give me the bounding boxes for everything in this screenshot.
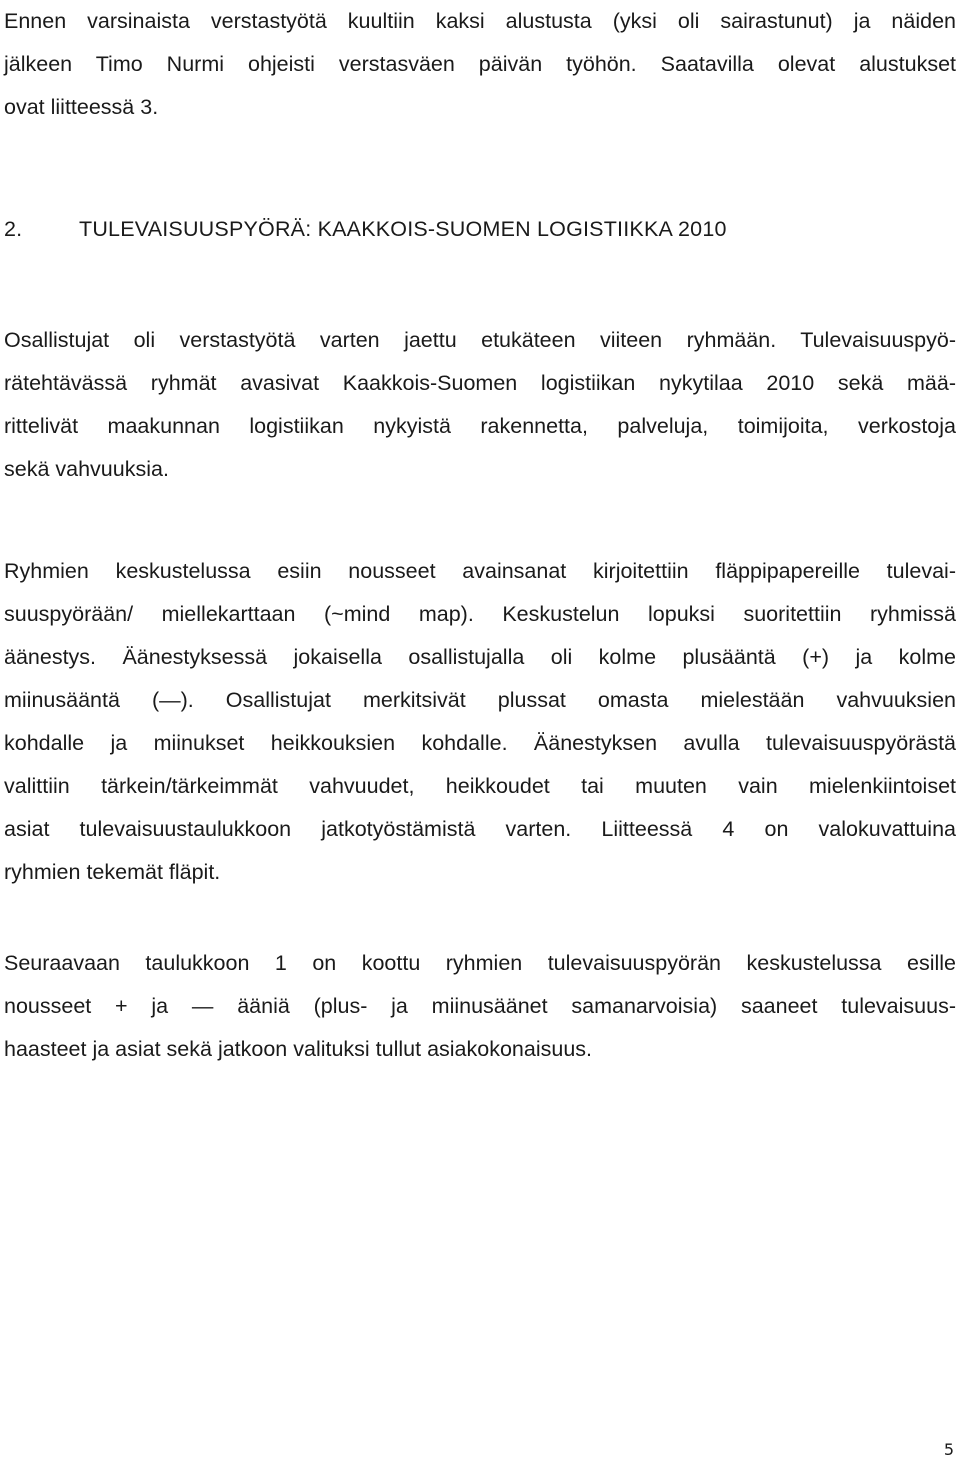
- paragraph-2-line-3: äänestys. Äänestyksessä jokaisella osallistujalla oli kolme plusääntä (+) ja kolme: [4, 645, 956, 669]
- paragraph-1-line-4: sekä vahvuuksia.: [4, 457, 169, 481]
- paragraph-1-line-1: Osallistujat oli verstastyötä varten jaettu etukäteen viiteen ryhmään. Tulevaisuuspyö-: [4, 328, 956, 352]
- paragraph-3-line-1: Seuraavaan taulukkoon 1 on koottu ryhmien tulevaisuuspyörän keskustelussa esille: [4, 951, 956, 975]
- paragraph-2-line-2: suuspyörään/ miellekarttaan (~mind map). Keskustelun lopuksi suoritettiin ryhmissä: [4, 602, 956, 626]
- paragraph-1-line-3: rittelivät maakunnan logistiikan nykyistä rakennetta, palveluja, toimijoita, verkostoja: [4, 414, 956, 438]
- paragraph-2: [4, 550, 956, 894]
- paragraph-2-line-8: ryhmien tekemät fläpit.: [4, 860, 221, 884]
- paragraph-1-line-2: rätehtävässä ryhmät avasivat Kaakkois-Suomen logistiikan nykytilaa 2010 sekä mää-: [4, 371, 956, 395]
- paragraph-2-line-7: asiat tulevaisuustaulukkoon jatkotyöstämistä varten. Liitteessä 4 on valokuvattuina: [4, 817, 956, 841]
- paragraph-3: [4, 942, 956, 1071]
- section-heading: [4, 208, 727, 251]
- paragraph-2-line-5: kohdalle ja miinukset heikkouksien kohdalle. Äänestyksen avulla tulevaisuuspyörästä: [4, 731, 956, 755]
- paragraph-2-line-1: Ryhmien keskustelussa esiin nousseet avainsanat kirjoitettiin fläppipapereille tulevai-: [4, 559, 956, 583]
- page-number: 5: [943, 1440, 954, 1459]
- intro-line-2: jälkeen Timo Nurmi ohjeisti verstasväen päivän työhön. Saatavilla olevat alustukset: [4, 52, 956, 76]
- paragraph-2-line-6: valittiin tärkein/tärkeimmät vahvuudet, heikkoudet tai muuten vain mielenkiintoiset: [4, 774, 956, 798]
- paragraph-1: [4, 319, 956, 491]
- intro-paragraph: [4, 0, 956, 129]
- intro-line-1: Ennen varsinaista verstastyötä kuultiin kaksi alustusta (yksi oli sairastunut) ja näiden: [4, 9, 956, 33]
- paragraph-2-line-4: miinusääntä (―). Osallistujat merkitsivät plussat omasta mielestään vahvuuksien: [4, 688, 956, 712]
- section-title: TULEVAISUUSPYÖRÄ: KAAKKOIS-SUOMEN LOGISTIIKKA 2010: [79, 217, 727, 241]
- section-number: 2.: [4, 217, 23, 241]
- paragraph-3-line-2: nousseet + ja ― ääniä (plus- ja miinusäänet samanarvoisia) saaneet tulevaisuus-: [4, 994, 956, 1018]
- intro-line-3: ovat liitteessä 3.: [4, 95, 159, 119]
- paragraph-3-line-3: haasteet ja asiat sekä jatkoon valituksi tullut asiakokonaisuus.: [4, 1037, 593, 1061]
